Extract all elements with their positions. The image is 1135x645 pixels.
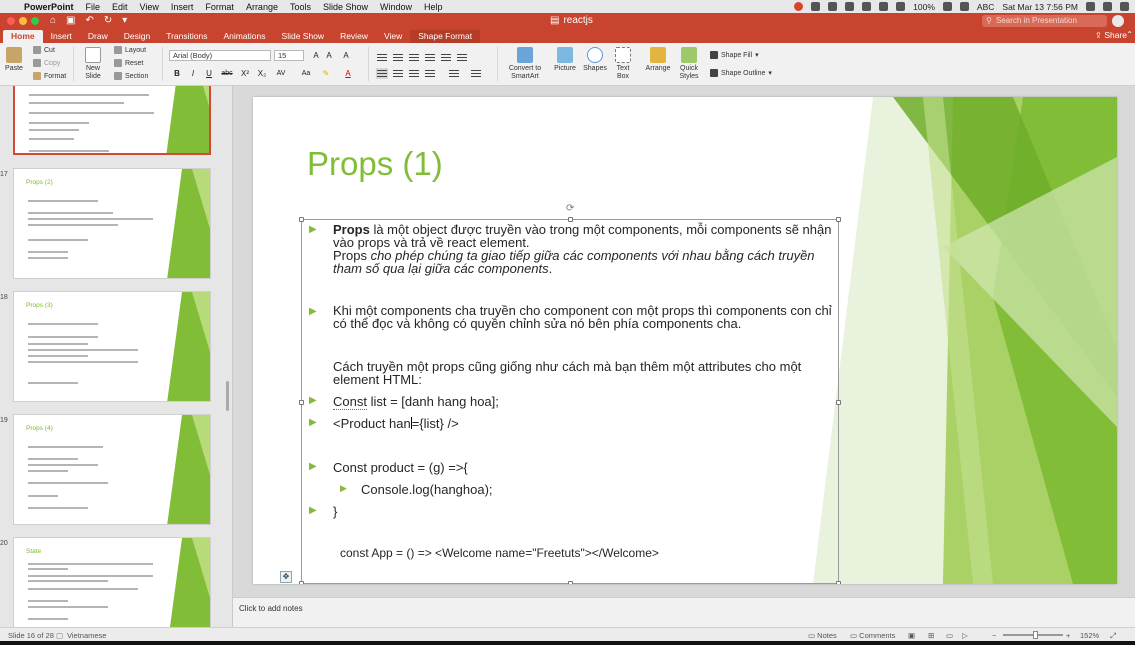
customize-toolbar-icon[interactable]: ▾ <box>122 15 128 26</box>
battery-percent[interactable]: 100% <box>913 1 935 12</box>
thumb-text-line <box>28 575 153 577</box>
thumb-title: Props (4) <box>26 425 53 432</box>
slide-number: 20 <box>0 540 8 547</box>
bullet-arrow-icon: ▶ <box>309 306 317 317</box>
code-line-const-app[interactable]: const App = () => <Welcome name="Freetuts"></Welcome> <box>340 546 659 560</box>
zoom-slider-handle[interactable] <box>1033 631 1038 639</box>
close-window-button[interactable] <box>7 17 15 25</box>
thumb-text-line <box>28 470 68 472</box>
menu-file[interactable]: File <box>85 1 101 12</box>
picture-button[interactable] <box>552 47 578 73</box>
tab-slide-show[interactable]: Slide Show <box>281 31 325 41</box>
spellcheck-word: Const <box>333 394 367 409</box>
character-spacing-icon[interactable]: AV <box>276 70 286 77</box>
code-line-console-log[interactable]: Console.log(hanghoa); <box>361 482 493 497</box>
home-icon[interactable]: ⌂ <box>50 15 57 26</box>
wifi-icon[interactable] <box>879 2 888 11</box>
code-const-list-rest: list = [danh hang hoa]; <box>366 394 499 409</box>
save-icon[interactable]: ▣ <box>66 15 76 26</box>
thumb-text-line <box>29 112 154 114</box>
thumb-text-line <box>28 336 98 338</box>
tab-animations[interactable]: Animations <box>223 31 266 41</box>
props-line2-italic: cho phép chúng ta giao tiếp giữa các components với nhau bằng cách truyền tham số qua lại giữa các components <box>333 248 815 276</box>
tab-design[interactable]: Design <box>123 31 151 41</box>
menu-app-name[interactable]: PowerPoint <box>24 1 74 12</box>
search-placeholder: Search in Presentation <box>996 16 1077 25</box>
thumb-text-line <box>28 446 103 448</box>
menu-format[interactable]: Format <box>205 1 234 12</box>
search-icon: ⚲ <box>986 16 992 25</box>
apple-icon[interactable] <box>6 2 16 12</box>
share-button[interactable]: ⇪ Share <box>1094 30 1127 40</box>
thumb-text-line <box>28 361 138 363</box>
align-left-icon[interactable] <box>376 68 388 79</box>
copy-icon <box>33 59 41 67</box>
section-button[interactable] <box>114 72 148 80</box>
shape-fill-label: Shape Fill <box>721 51 753 59</box>
thumb-green-decoration <box>162 538 210 627</box>
ribbon-tabs <box>0 29 1135 43</box>
thumb-text-line <box>28 257 68 259</box>
tab-review[interactable]: Review <box>340 31 368 41</box>
code-line-product[interactable] <box>333 417 838 430</box>
text-box-move-icon[interactable]: ✥ <box>280 571 292 583</box>
thumb-text-line <box>28 482 108 484</box>
slide-number: 17 <box>0 171 8 178</box>
notes-toggle[interactable]: ▭ Notes <box>808 631 837 640</box>
menu-view[interactable]: View <box>139 1 159 12</box>
spellcheck-icon[interactable]: ▢ <box>56 631 64 640</box>
language-indicator[interactable]: Vietnamese <box>67 631 107 640</box>
copy-button[interactable] <box>33 59 60 67</box>
content-text-box[interactable] <box>301 219 839 584</box>
volume-icon[interactable] <box>896 2 905 11</box>
share-label: Share <box>1104 30 1127 40</box>
convert-to-smartart-button[interactable] <box>504 47 546 81</box>
thumb-text-line <box>28 568 68 570</box>
thumb-text-line <box>28 588 138 590</box>
section-icon <box>114 72 122 80</box>
zoom-level[interactable]: 152% <box>1080 631 1100 640</box>
picture-icon <box>557 47 573 63</box>
slide-thumbnail[interactable] <box>13 168 211 279</box>
quick-styles-label: Quick Styles <box>679 65 699 80</box>
user-avatar[interactable] <box>1112 15 1124 27</box>
quick-access-toolbar <box>50 15 127 26</box>
slide-sorter-icon[interactable]: ⊞ <box>928 631 935 640</box>
current-slide[interactable] <box>253 97 1117 584</box>
thumb-green-decoration <box>162 415 210 525</box>
increase-indent-icon[interactable] <box>424 52 436 63</box>
tab-draw[interactable]: Draw <box>87 31 108 41</box>
siri-icon[interactable] <box>1103 2 1112 11</box>
format-painter-button[interactable] <box>33 72 66 80</box>
align-text-icon[interactable] <box>470 68 482 79</box>
resize-handle[interactable] <box>299 581 304 584</box>
comments-toggle-label: Comments <box>859 631 896 640</box>
line-spacing-icon[interactable] <box>440 52 452 63</box>
shapes-button[interactable] <box>582 47 608 73</box>
new-slide-button[interactable] <box>80 47 106 81</box>
shapes-icon <box>587 47 603 63</box>
thumb-text-line <box>28 495 58 497</box>
rotation-handle-icon[interactable]: ⟳ <box>566 203 575 214</box>
thumb-text-line <box>29 122 89 124</box>
strikethrough-icon[interactable]: abc <box>221 70 233 77</box>
document-title-text: reactjs <box>563 15 593 26</box>
spotlight-icon[interactable] <box>1086 2 1095 11</box>
sync-icon[interactable] <box>845 2 854 11</box>
bullet-arrow-icon: ▶ <box>309 417 317 428</box>
picture-label: Picture <box>554 65 576 72</box>
subscript-icon[interactable]: X₂ <box>257 69 267 78</box>
ribbon <box>0 43 1135 86</box>
highlight-icon[interactable]: ✎ <box>322 69 330 78</box>
mac-menu-bar <box>0 0 1135 13</box>
superscript-icon[interactable]: X² <box>241 69 249 78</box>
pen-icon <box>710 69 718 77</box>
chevron-down-icon: ▾ <box>768 70 772 77</box>
thumb-text-line <box>29 129 79 131</box>
paragraph-props-definition[interactable] <box>333 223 838 275</box>
battery-icon[interactable] <box>943 2 952 11</box>
clipboard-icon <box>6 47 22 63</box>
arrange-button[interactable] <box>644 47 672 73</box>
decrease-font-size-icon[interactable]: A <box>326 51 332 60</box>
change-case-icon[interactable]: Aa <box>301 70 311 77</box>
thumb-text-line <box>28 458 78 460</box>
bold-icon[interactable]: B <box>174 69 180 78</box>
ribbon-separator <box>368 47 369 81</box>
thumb-text-line <box>28 355 88 357</box>
thumb-title: Props (2) <box>26 179 53 186</box>
paintbrush-icon <box>33 72 41 80</box>
code-line-const-product[interactable]: Const product = (g) =>{ <box>333 460 468 475</box>
menu-slide-show[interactable]: Slide Show <box>322 1 369 12</box>
bullet-arrow-icon: ▶ <box>309 505 317 516</box>
thumb-text-line <box>28 349 138 351</box>
props-definition-text: là một object được truyền vào trong một components, mỗi components sẽ nhận vào props và trả về react element. <box>333 222 832 250</box>
bullet-arrow-icon: ▶ <box>309 461 317 472</box>
code-line-closing-brace[interactable]: } <box>333 504 338 519</box>
comments-toggle[interactable]: ▭ Comments <box>850 631 896 640</box>
align-right-icon[interactable] <box>408 68 420 79</box>
shapes-label: Shapes <box>583 65 607 72</box>
menu-tools[interactable]: Tools <box>289 1 311 12</box>
input-source[interactable]: ABC <box>976 1 995 12</box>
arrange-label: Arrange <box>645 65 671 72</box>
menu-edit[interactable]: Edit <box>112 1 128 12</box>
reset-label: Reset <box>125 59 144 67</box>
layout-icon <box>114 46 122 54</box>
paint-bucket-icon <box>710 51 718 59</box>
document-icon: ▤ <box>550 15 560 26</box>
notification-center-icon[interactable] <box>1120 2 1129 11</box>
shape-outline-button[interactable] <box>710 69 772 77</box>
bullet-arrow-icon: ▶ <box>309 224 317 235</box>
props-line2-end: . <box>548 261 553 276</box>
paste-button[interactable] <box>3 47 25 73</box>
zoom-window-button[interactable] <box>31 17 39 25</box>
zoom-out-icon[interactable]: − <box>992 631 997 640</box>
notes-placeholder: Click to add notes <box>239 604 303 613</box>
props-line2-start: Props <box>333 248 371 263</box>
font-color-icon[interactable]: A <box>345 69 351 78</box>
cut-button[interactable] <box>33 46 55 54</box>
thumb-text-line <box>28 251 68 253</box>
increase-font-size-icon[interactable]: A <box>313 51 319 60</box>
paste-label: Paste <box>5 65 23 72</box>
thumb-text-line <box>28 239 88 241</box>
thumb-text-line <box>29 138 74 140</box>
search-box[interactable] <box>982 15 1107 27</box>
ribbon-separator <box>497 47 498 81</box>
cut-label: Cut <box>44 46 55 54</box>
record-icon[interactable] <box>794 2 803 11</box>
arrange-icon <box>650 47 666 63</box>
fit-to-window-icon[interactable]: ⤢ <box>1110 631 1116 640</box>
clock[interactable]: Sat Mar 13 7:56 PM <box>1002 1 1078 12</box>
screen-bottom-edge <box>0 641 1135 645</box>
font-name-select[interactable]: Arial (Body) <box>169 50 271 61</box>
redo-icon[interactable]: ↻ <box>103 15 113 26</box>
thumb-green-decoration <box>162 169 210 279</box>
slide-number: 18 <box>0 294 8 301</box>
thumb-text-line <box>28 563 153 565</box>
slide-thumbnail[interactable] <box>13 86 211 155</box>
slide-thumbnail-pane[interactable] <box>0 86 232 627</box>
copy-label: Copy <box>44 59 61 67</box>
slide-canvas <box>233 86 1135 597</box>
code-line-const-list[interactable] <box>333 395 838 408</box>
thumb-text-line <box>28 200 98 202</box>
convert-label: Convert to SmartArt <box>508 65 542 80</box>
shape-outline-label: Shape Outline <box>721 69 766 77</box>
thumb-text-line <box>28 580 108 582</box>
bluetooth-icon[interactable] <box>862 2 871 11</box>
format-label: Format <box>44 72 67 80</box>
thumb-text-line <box>28 606 108 608</box>
underline-icon[interactable]: U <box>206 69 212 78</box>
numbering-icon[interactable] <box>392 52 404 63</box>
text-direction-icon[interactable] <box>448 68 460 79</box>
menu-insert[interactable]: Insert <box>170 1 194 12</box>
slide-number: 19 <box>0 417 8 424</box>
quick-styles-button[interactable] <box>676 47 702 81</box>
slideshow-view-icon[interactable]: ▷ <box>962 631 968 640</box>
resize-handle[interactable] <box>568 581 573 584</box>
resize-handle[interactable] <box>299 217 304 222</box>
reading-view-icon[interactable]: ▭ <box>946 631 954 640</box>
thumb-title: Props (3) <box>26 302 53 309</box>
undo-icon[interactable]: ↶ <box>85 15 94 26</box>
thumb-text-line <box>29 94 149 96</box>
ribbon-separator <box>73 47 74 81</box>
zoom-in-icon[interactable]: + <box>1066 631 1071 640</box>
menu-window[interactable]: Window <box>380 1 413 12</box>
thumb-text-line <box>28 600 68 602</box>
resize-handle[interactable] <box>299 400 304 405</box>
reset-button[interactable] <box>114 59 143 67</box>
shape-fill-button[interactable] <box>710 51 759 59</box>
quick-styles-icon <box>681 47 697 63</box>
slide-title[interactable]: Props (1) <box>307 145 443 182</box>
thumb-text-line <box>28 618 68 620</box>
tab-home[interactable]: Home <box>3 30 43 43</box>
paragraph-parent-child[interactable]: Khi một components cha truyền cho component con một props thì components con chỉ có thể đọc và không có quyền chỉnh sửa nó bên phía components cha. <box>333 303 832 331</box>
new-slide-icon <box>85 47 101 63</box>
columns-icon[interactable] <box>456 52 468 63</box>
layout-label: Layout <box>125 46 147 54</box>
resize-handle[interactable] <box>836 217 841 222</box>
decrease-indent-icon[interactable] <box>408 52 420 63</box>
thumb-green-decoration <box>162 292 210 402</box>
thumb-green-decoration <box>161 86 209 155</box>
scissors-icon <box>33 46 41 54</box>
thumb-title: State <box>26 548 42 555</box>
input-flag-icon[interactable] <box>960 2 969 11</box>
bullet-arrow-icon: ▶ <box>309 395 317 406</box>
slide-thumbnail[interactable] <box>13 414 211 525</box>
font-size-select[interactable]: 15 <box>274 50 304 61</box>
thumb-text-line <box>28 323 98 325</box>
text-box-button[interactable] <box>612 47 634 81</box>
tab-shape-format[interactable]: Shape Format <box>410 30 480 43</box>
reset-icon <box>114 59 122 67</box>
thumb-text-line <box>29 102 124 104</box>
smartart-icon <box>517 47 533 63</box>
bullets-icon[interactable] <box>376 52 388 63</box>
code-product-end: ={list} /> <box>411 416 459 431</box>
collapse-ribbon-icon[interactable]: ⌃ <box>1126 30 1133 39</box>
thumbnail-scrollbar[interactable] <box>226 381 229 411</box>
gmail-icon[interactable] <box>828 2 837 11</box>
tab-insert[interactable]: Insert <box>50 31 72 41</box>
thumb-text-line <box>28 464 98 466</box>
thumb-text-line <box>28 382 78 384</box>
resize-handle[interactable] <box>836 581 841 584</box>
skype-icon[interactable] <box>811 2 820 11</box>
thumb-text-line <box>28 218 153 220</box>
slide-thumbnail[interactable] <box>13 537 211 627</box>
justify-icon[interactable] <box>424 68 436 79</box>
align-center-icon[interactable] <box>392 68 404 79</box>
sub-bullet-arrow-icon: ▶ <box>340 483 347 493</box>
minimize-window-button[interactable] <box>19 17 27 25</box>
section-label: Section <box>125 72 149 80</box>
status-bar <box>0 627 1135 641</box>
notes-toggle-label: Notes <box>817 631 837 640</box>
slide-thumbnail[interactable] <box>13 291 211 402</box>
clear-formatting-icon[interactable]: A <box>343 51 349 60</box>
code-product-start: <Product han <box>333 416 411 431</box>
thumb-text-line <box>29 150 109 152</box>
slide-counter: Slide 16 of 28 <box>8 631 54 640</box>
italic-icon[interactable]: I <box>191 69 195 78</box>
thumb-text-line <box>28 507 88 509</box>
window-title-bar <box>0 13 1135 29</box>
thumb-text-line <box>28 212 113 214</box>
new-slide-label: New Slide <box>85 65 101 80</box>
thumb-text-line <box>28 343 88 345</box>
props-bold-text: Props <box>333 222 370 237</box>
menu-help[interactable]: Help <box>424 1 443 12</box>
layout-button[interactable] <box>114 46 146 54</box>
thumb-text-line <box>28 224 118 226</box>
menu-arrange[interactable]: Arrange <box>245 1 278 12</box>
paragraph-how-to-pass[interactable]: Cách truyền một props cũng giống như cách mà bạn thêm một attributes cho một element HTML: <box>333 359 802 387</box>
normal-view-icon[interactable]: ▣ <box>908 631 916 640</box>
text-box-icon <box>615 47 631 63</box>
document-title <box>550 15 593 26</box>
notes-pane[interactable] <box>233 597 1135 627</box>
chevron-down-icon: ▾ <box>755 52 759 59</box>
tab-transitions[interactable]: Transitions <box>166 31 208 41</box>
ribbon-separator <box>162 47 163 81</box>
tab-view[interactable]: View <box>383 31 403 41</box>
text-box-label: Text Box <box>616 65 630 80</box>
window-controls <box>7 17 39 25</box>
